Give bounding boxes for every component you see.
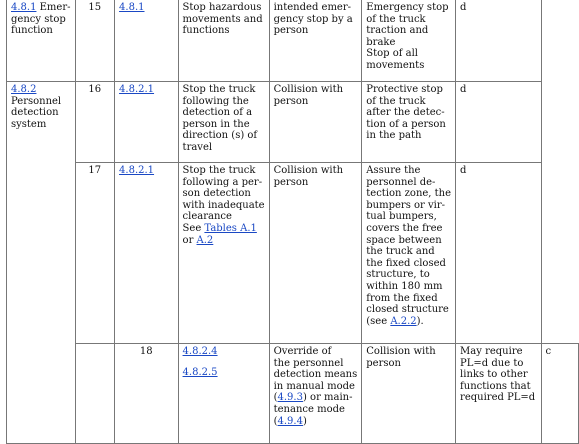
requirement-text: Assure the [366,165,421,176]
clause-cell [7,82,76,444]
pl-cell: d [456,82,541,163]
safety-function-cell [178,163,269,344]
requirement-text: bumpers or vir- [366,199,445,211]
function-text: functions [182,25,230,37]
table-row [7,344,579,444]
requirement-text: after the detec- [366,107,445,119]
hazard-text: gency stop by a [273,13,353,25]
pl-cell: d [456,163,541,344]
table-row [7,82,579,163]
function-text: tenance mode [273,403,345,415]
requirement-text: movements [366,59,425,71]
requirement-text: of the truck [366,95,426,107]
requirement-text: links to other [460,369,528,381]
function-text: following the [182,95,249,107]
requirement-text: in the path [366,130,422,142]
requirement-text: within 180 mm [366,280,443,292]
table-link[interactable]: Tables A.1 [204,222,257,234]
requirement-text: tual bumpers, [366,211,437,223]
function-text: ( [273,415,278,427]
pl-cell: c [541,344,579,444]
function-text: ) [302,415,307,427]
requirement-text: of the truck [366,13,426,25]
safety-function-cell [178,0,269,82]
requirement-text: structure, to [366,269,430,281]
requirement-text: from the fixed [366,292,438,304]
clause-cell [7,0,76,82]
safety-function-cell [178,82,269,163]
reference-link[interactable]: 4.8.2.4 [182,346,218,357]
reference-link[interactable]: 4.8.1 [119,2,145,13]
reference-link[interactable]: 4.8.2.5 [182,366,218,378]
clause-text: detection [11,107,59,119]
clause-xref-link[interactable]: 4.9.3 [277,392,303,404]
clause-text: function [11,25,53,37]
hazard-cell [269,82,362,163]
function-text: son detection [182,188,251,200]
function-text: Stop the truck [182,84,256,95]
hazard-text: person [273,95,309,107]
requirement-cell [456,344,541,444]
hazard-text: person [273,25,309,37]
requirement-text: May require [460,346,523,357]
function-text: Stop hazardous [182,2,262,13]
function-text: ) or main- [302,392,353,404]
requirement-text: tection zone, the [366,188,452,200]
function-text: person in the [182,118,250,130]
table-row [7,0,579,82]
requirement-text: brake [366,36,396,48]
function-text: clearance [182,211,232,223]
clause-text: Emer- [36,2,71,13]
row-number: 15 [75,0,115,82]
row-number: 16 [75,82,115,163]
clause-xref-link[interactable]: 4.9.4 [277,415,303,427]
reference-link[interactable]: 4.8.2.1 [119,84,155,95]
reference-cell [115,0,179,82]
requirement-text: Emergency stop [366,2,449,13]
requirement-text: traction and [366,25,429,37]
hazard-text: person [366,357,401,369]
requirement-text: required PL=d [460,392,536,404]
requirement-text: closed structure [366,304,449,316]
requirement-text: covers the free [366,222,443,234]
function-text: travel [182,141,213,153]
annex-link[interactable]: A.2.2 [390,315,417,327]
requirement-text: the fixed closed [366,257,446,269]
function-text: the personnel [273,357,344,369]
reference-link[interactable]: 4.8.2.1 [119,165,155,176]
safety-functions-table [6,0,579,444]
hazard-text: Collision with [273,84,344,95]
clause-link[interactable]: 4.8.2 [11,84,37,95]
reference-cell [115,82,179,163]
function-text: detection means [273,369,358,381]
clause-link[interactable]: 4.8.1 [11,2,37,13]
hazard-text: Collision with [366,346,436,357]
function-text: ( [273,392,278,404]
table-row [7,163,579,344]
row-number: 17 [75,163,115,344]
requirement-text: (see [366,315,391,327]
hazard-text: person [273,176,309,188]
hazard-cell [269,0,362,82]
table-link[interactable]: A.2 [196,234,214,246]
function-text: or [182,234,197,246]
function-text: detection of a [182,107,253,119]
function-text: direction (s) of [182,130,258,142]
safety-function-cell [269,344,362,444]
requirement-text: Protective stop [366,84,443,95]
function-text: Stop the truck [182,165,256,176]
function-text: movements and [182,13,263,25]
hazard-text: Collision with [273,165,344,176]
function-text: with inadequate [182,199,265,211]
row-number: 18 [115,344,179,444]
requirement-cell [362,82,456,163]
function-text: See [182,222,205,234]
function-text: in manual mode [273,380,355,392]
hazard-cell [269,163,362,344]
requirement-cell [362,0,456,82]
requirement-text: functions that [460,380,531,392]
requirement-text: tion of a person [366,118,446,130]
requirement-cell [362,163,456,344]
hazard-text: intended emer- [273,2,352,13]
requirement-text: Stop of all [366,48,418,60]
reference-cell [178,344,269,444]
requirement-text: the truck and [366,246,435,258]
clause-cell [75,344,115,444]
clause-text: gency stop [11,13,66,25]
clause-text: Personnel [11,95,62,107]
requirement-text: personnel de- [366,176,436,188]
pl-cell: d [456,0,541,82]
reference-cell [115,163,179,344]
requirement-text: space between [366,234,442,246]
clause-text: system [11,118,47,130]
requirement-text: ). [416,315,424,327]
requirement-text: PL=d due to [460,357,524,369]
function-text: following a per- [182,176,263,188]
function-text: Override of [273,346,332,357]
hazard-cell [362,344,456,444]
